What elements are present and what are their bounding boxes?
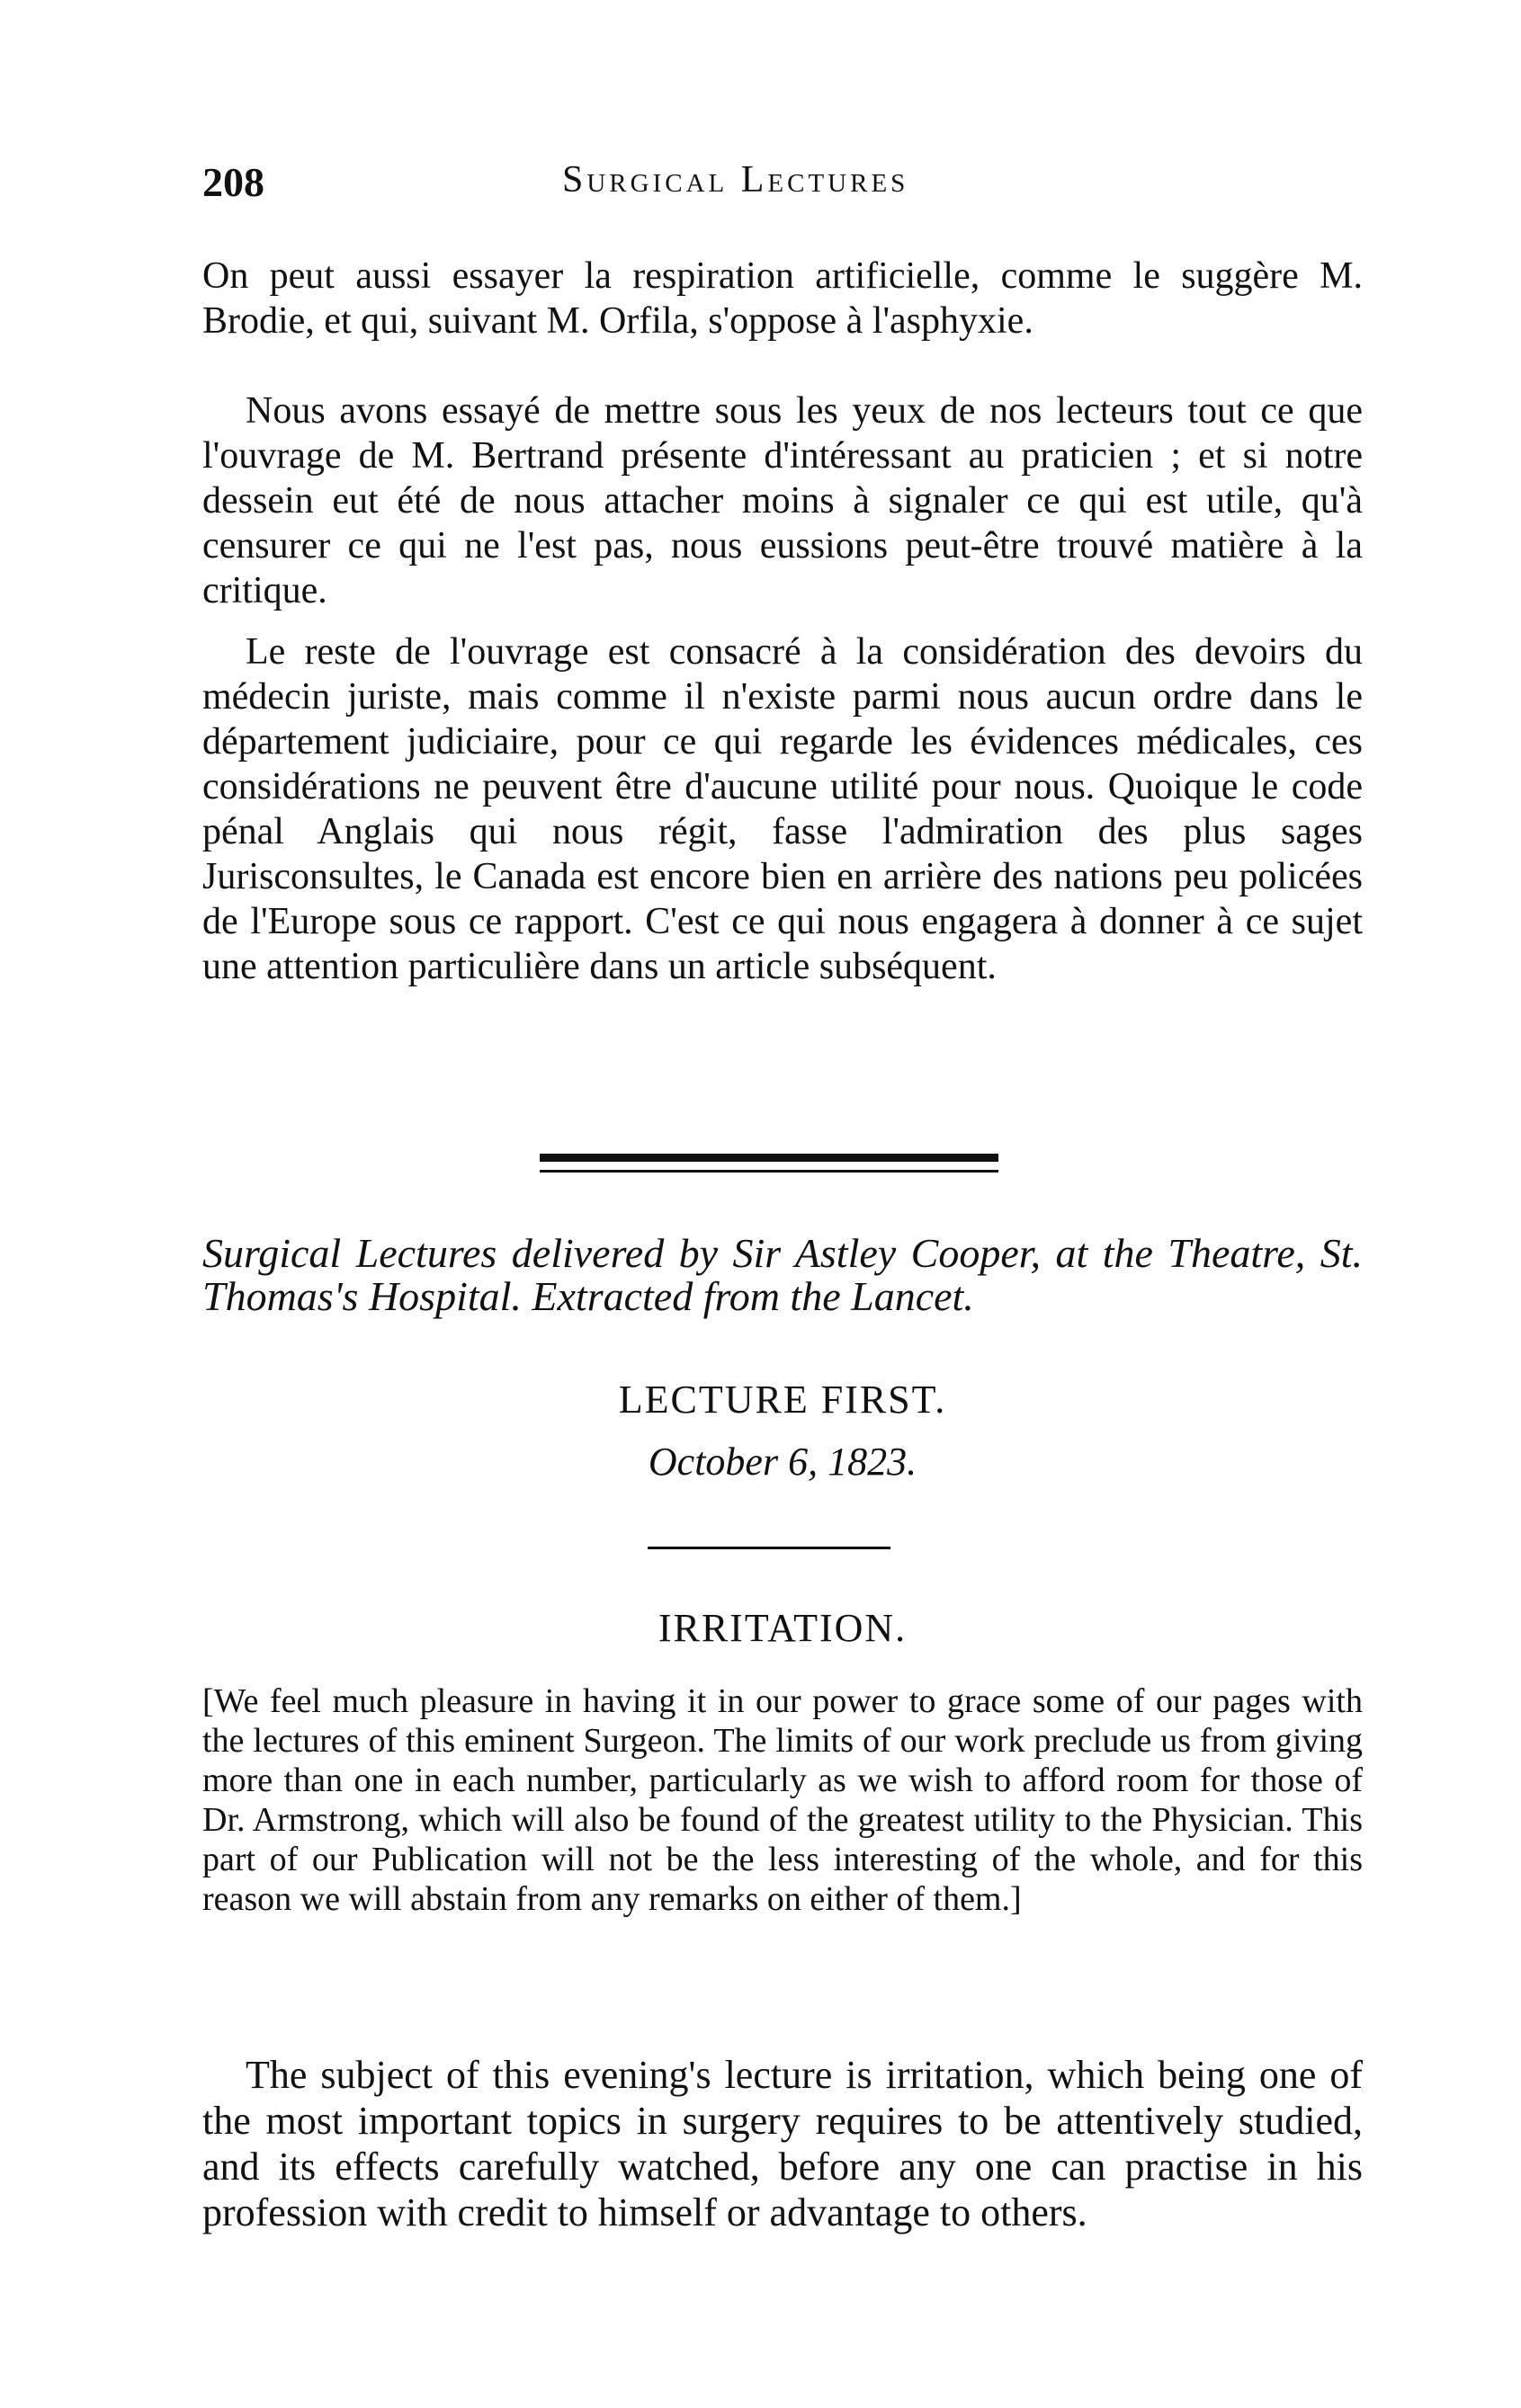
- paragraph-asphyxie: [202, 254, 1363, 343]
- lecture-opening: [202, 2052, 1363, 2235]
- paragraph-text: On peut aussi essayer la respiration artificielle, comme le suggère M. Brodie, et qui, suivant M. Orfila, s'oppose à l'asphyxie.: [202, 255, 1363, 342]
- running-title: Surgical Lectures: [562, 159, 909, 201]
- article-title: Surgical Lectures delivered by Sir Astley Cooper, at the Theatre, St. Thomas's Hospital. Extracted from the Lancet.: [202, 1230, 1363, 1319]
- lecture-heading: LECTURE FIRST.: [618, 1378, 947, 1422]
- paragraph-bertrand: [202, 388, 1363, 613]
- subject-heading: IRRITATION.: [658, 1606, 908, 1650]
- editor-note: [We feel much pleasure in having it in our power to grace some of our pages with the lectures of this eminent Surgeon. The limits of our work preclude us from giving more than one in each number, particularly as we wish to afford room for those of Dr. Armstrong, which will also be found of the greatest utility to the Physician. This part of our Publication will not be the less interesting of the whole, and for this reason we will abstain from any remarks on either of them.]: [202, 1682, 1363, 1918]
- section-divider-thin: [540, 1170, 998, 1173]
- short-divider: [648, 1547, 890, 1549]
- lecture-date: October 6, 1823.: [648, 1440, 917, 1484]
- page-number: 208: [202, 159, 264, 205]
- paragraph-text: Le reste de l'ouvrage est consacré à la considération des devoirs du médecin juriste, mais comme il n'existe parmi nous aucun ordre dans le département judiciaire, pour ce qui regarde les évidences médicales, ces considérations ne peuvent être d'aucune utilité pour nous. Quoique le code pénal Anglais qui nous régit, fasse l'admiration des plus sages Jurisconsultes, le Canada est encore bien en arrière des nations peu policées de l'Europe sous ce rapport. C'est ce qui nous engagera à donner à ce sujet une attention particulière dans un article subséquent.: [202, 631, 1363, 987]
- paragraph-text: The subject of this evening's lecture is irritation, which being one of the most important topics in surgery requires to be attentively studied, and its effects carefully watched, before any one can practise in his profession with credit to himself or advantage to others.: [202, 2053, 1363, 2234]
- section-divider-thick: [540, 1154, 998, 1162]
- paragraph-medecin-juriste: [202, 629, 1363, 989]
- paragraph-text: Nous avons essayé de mettre sous les yeux de nos lecteurs tout ce que l'ouvrage de M. Bertrand présente d'intéressant au praticien ; et si notre dessein eut été de nous attacher moins à signaler ce qui est utile, qu'à censurer ce qui ne l'est pas, nous eussions peut-être trouvé matière à la critique.: [202, 390, 1363, 611]
